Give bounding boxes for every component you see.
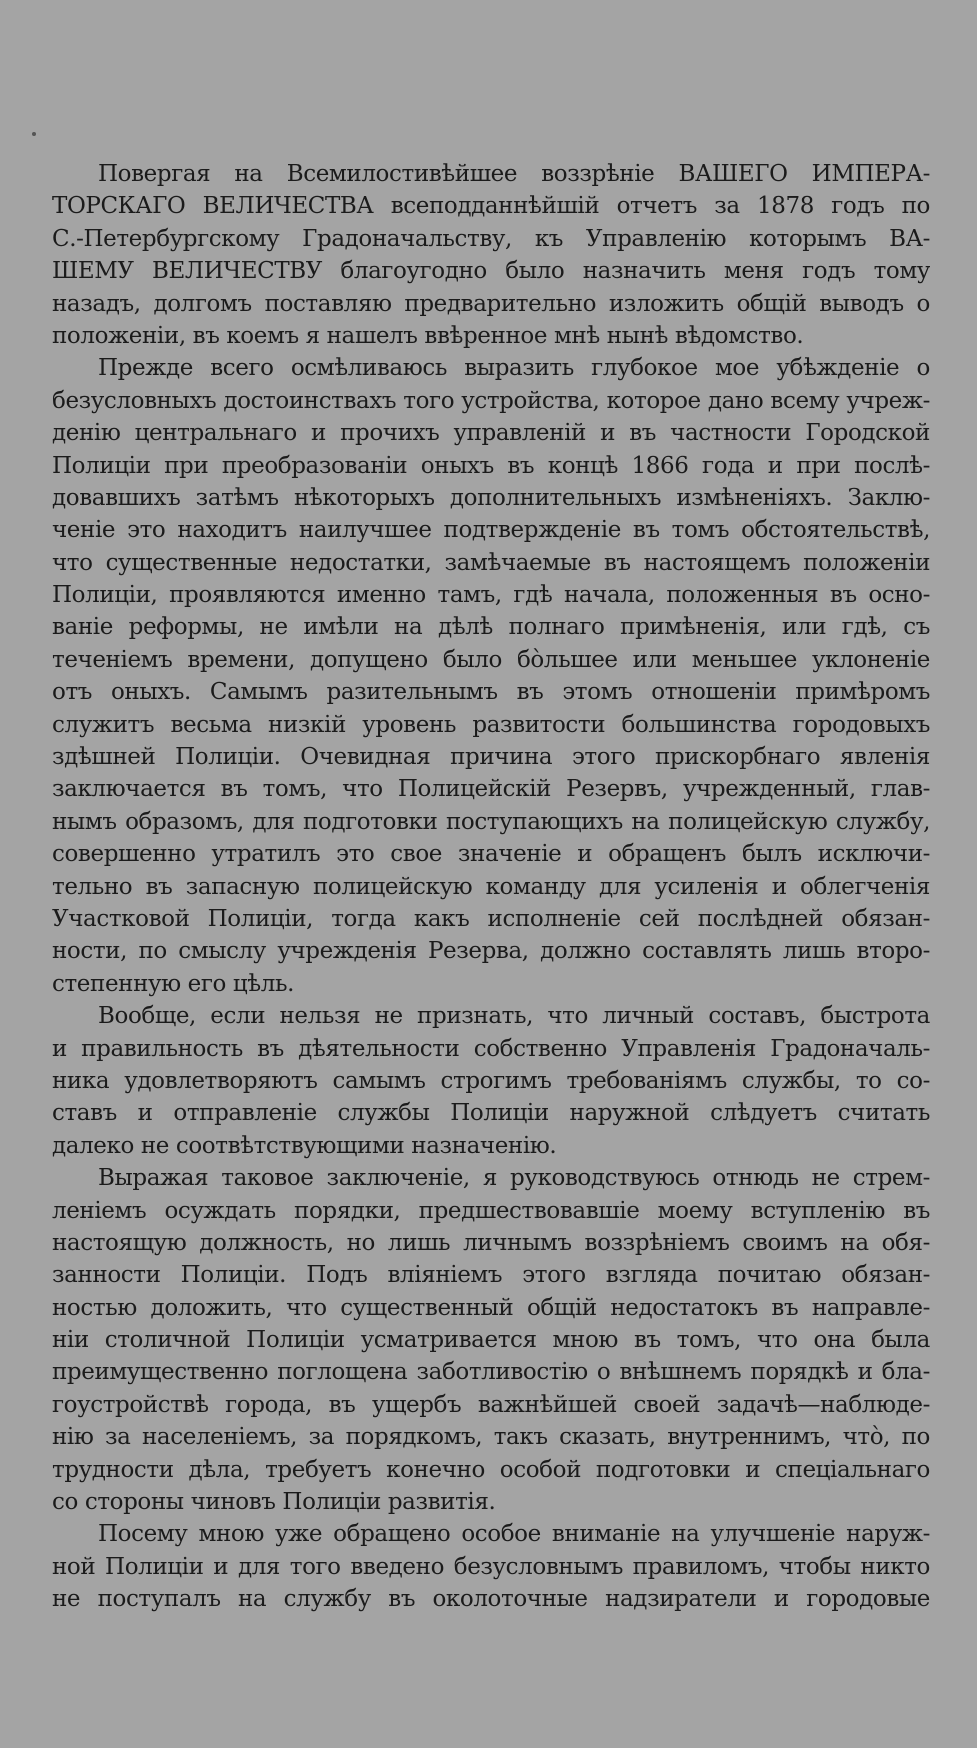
text-line: ности, по смыслу учрежденія Резерва, должно составлять лишь второ-	[52, 938, 930, 965]
text-line: что существенные недостатки, замѣчаемые въ настоящемъ положеніи	[52, 549, 930, 576]
text-line: денію центральнаго и прочихъ управленій и въ частности Городской	[52, 420, 930, 447]
text-line: положеніи, въ коемъ я нашелъ ввѣренное мнѣ нынѣ вѣдомство.	[52, 322, 804, 349]
ink-speck	[32, 132, 36, 136]
text-line: Полиціи при преобразованіи оныхъ въ концѣ 1866 года и при послѣ-	[52, 452, 930, 479]
text-line: гоустройствѣ города, въ ущербъ важнѣйшей своей задачѣ—наблюде-	[52, 1391, 930, 1418]
text-line: занности Полиціи. Подъ вліяніемъ этого взгляда почитаю обязан-	[52, 1262, 930, 1289]
text-line: безусловныхъ достоинствахъ того устройства, которое дано всему учреж-	[52, 387, 930, 414]
text-line: не поступалъ на службу въ околоточные надзиратели и городовые	[52, 1586, 930, 1613]
text-line: ШЕМУ ВЕЛИЧЕСТВУ благоугодно было назначить меня годъ тому	[52, 258, 930, 285]
text-line: трудности дѣла, требуетъ конечно особой подготовки и спеціальнаго	[52, 1456, 930, 1483]
text-line: далеко не соотвѣтствующими назначенію.	[52, 1132, 557, 1159]
text-line: ника удовлетворяютъ самымъ строгимъ требованіямъ службы, то со-	[52, 1067, 930, 1094]
text-line: здѣшней Полиціи. Очевидная причина этого прискорбнаго явленія	[52, 744, 930, 771]
text-line: служитъ весьма низкій уровень развитости большинства городовыхъ	[52, 711, 930, 738]
text-line: теченіемъ времени, допущено было бо̀льшее или меньшее уклоненіе	[52, 646, 930, 673]
text-line: ніи столичной Полиціи усматривается мною въ томъ, что она была	[52, 1327, 930, 1354]
text-line: ченіе это находитъ наилучшее подтвержденіе въ томъ обстоятельствѣ,	[52, 517, 930, 544]
text-line: довавшихъ затѣмъ нѣкоторыхъ дополнительныхъ измѣненіяхъ. Заклю-	[52, 484, 930, 511]
text-line: Полиціи, проявляются именно тамъ, гдѣ начала, положенныя въ осно-	[52, 582, 930, 609]
text-line: Повергая на Всемилостивѣйшее воззрѣніе ВАШЕГО ИМПЕРА-	[98, 161, 930, 187]
text-line: тельно въ запасную полицейскую команду для усиленія и облегченія	[52, 873, 930, 900]
text-line: преимущественно поглощена заботливостію о внѣшнемъ порядкѣ и бла-	[52, 1359, 930, 1386]
paragraph-2	[52, 352, 930, 1000]
text-line: ТОРСКАГО ВЕЛИЧЕСТВА всеподданнѣйшій отчетъ за 1878 годъ по	[52, 193, 930, 220]
paragraph-1	[52, 158, 930, 352]
text-line: Участковой Полиціи, тогда какъ исполненіе сей послѣдней обязан-	[52, 905, 930, 932]
text-line: ставъ и отправленіе службы Полиціи наружной слѣдуетъ считать	[52, 1100, 930, 1127]
text-line: Выражая таковое заключеніе, я руководствуюсь отнюдь не стрем-	[98, 1165, 930, 1192]
text-line: нію за населеніемъ, за порядкомъ, такъ сказать, внутреннимъ, что̀, по	[52, 1424, 930, 1451]
text-line: со стороны чиновъ Полиціи развитія.	[52, 1489, 496, 1516]
document-body	[52, 158, 930, 1616]
text-line: заключается въ томъ, что Полицейскій Резервъ, учрежденный, глав-	[52, 776, 930, 803]
text-line: Прежде всего осмѣливаюсь выразить глубокое мое убѣжденіе о	[98, 355, 930, 382]
text-line: ностью доложить, что существенный общій недостатокъ въ направле-	[52, 1294, 930, 1321]
text-line: С.-Петербургскому Градоначальству, къ Управленію которымъ ВА-	[52, 225, 930, 252]
text-line: совершенно утратилъ это свое значеніе и обращенъ былъ исключи-	[52, 841, 930, 868]
text-line: отъ оныхъ. Самымъ разительнымъ въ этомъ отношеніи примѣромъ	[52, 679, 930, 706]
text-line: ной Полиціи и для того введено безусловнымъ правиломъ, чтобы никто	[52, 1553, 930, 1580]
paragraph-3	[52, 1000, 930, 1162]
text-line: Посему мною уже обращено особое вниманіе на улучшеніе наруж-	[98, 1521, 930, 1548]
text-line: и правильность въ дѣятельности собственно Управленія Градоначаль-	[52, 1035, 930, 1062]
paragraph-4	[52, 1162, 930, 1518]
paragraph-5	[52, 1518, 930, 1615]
text-line: леніемъ осуждать порядки, предшествовавшіе моему вступленію въ	[52, 1197, 930, 1224]
text-line: степенную его цѣль.	[52, 970, 295, 997]
show-through-text	[130, 0, 890, 140]
text-line: настоящую должность, но лишь личнымъ воззрѣніемъ своимъ на обя-	[52, 1229, 930, 1256]
text-line: Вообще, если нельзя не признать, что личный составъ, быстрота	[98, 1003, 930, 1030]
text-line: ваніе реформы, не имѣли на дѣлѣ полнаго примѣненія, или гдѣ, съ	[52, 614, 930, 641]
text-line: нымъ образомъ, для подготовки поступающихъ на полицейскую службу,	[52, 808, 930, 835]
text-line: назадъ, долгомъ поставляю предварительно изложить общій выводъ о	[52, 290, 930, 317]
